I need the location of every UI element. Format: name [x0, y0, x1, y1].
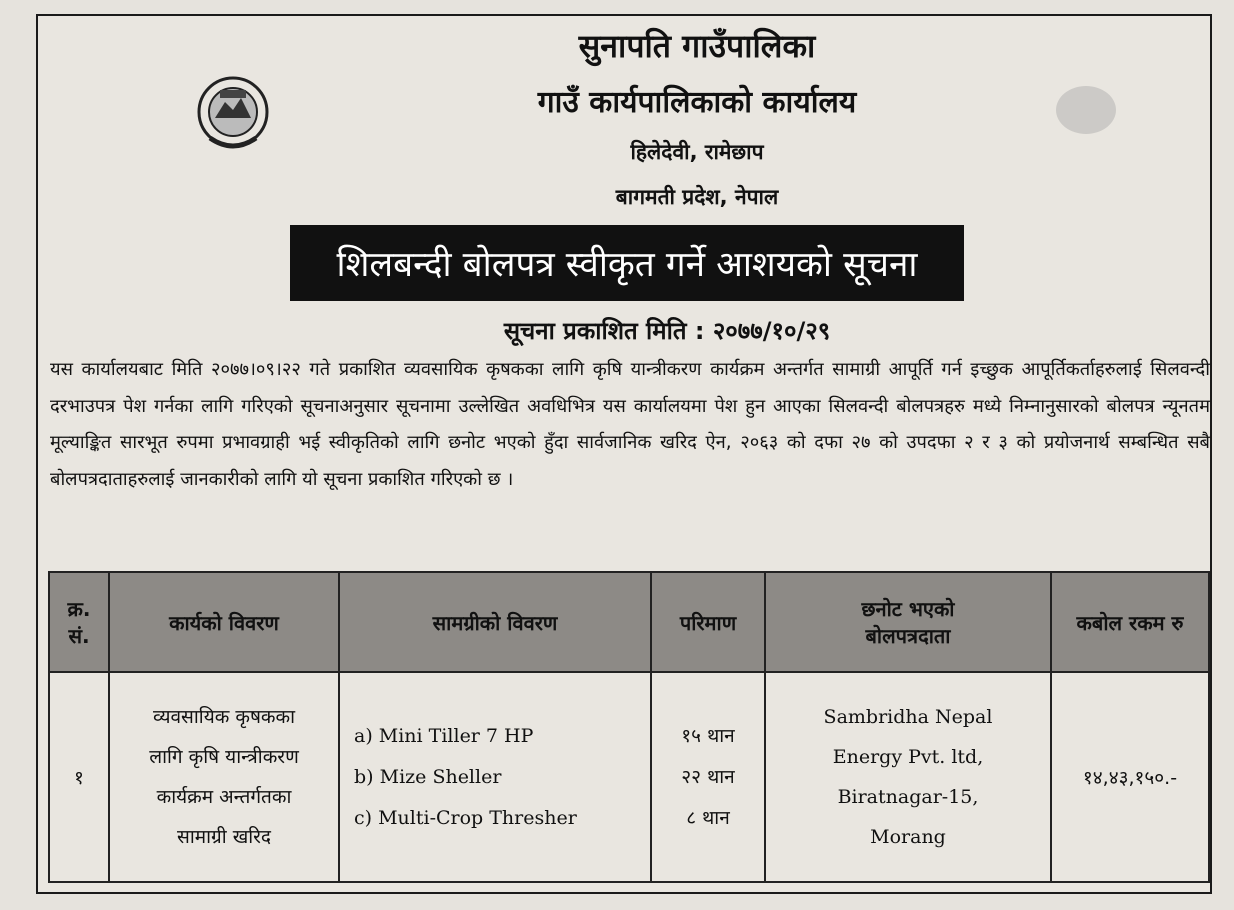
header-sn [49, 572, 109, 672]
work-line: सामाग्री खरिद [176, 826, 272, 848]
bid-table [48, 571, 1210, 883]
row-qty [651, 672, 765, 882]
office-name: गाउँ कार्यपालिकाको कार्यालय [537, 85, 857, 120]
header-amount: कबोल रकम रु [1051, 572, 1209, 672]
qty-value: ८ थान [686, 806, 730, 829]
header-sn-line2: सं. [68, 624, 90, 648]
row-bidder [765, 672, 1051, 882]
item-thresher: c) Multi-Crop Thresher [354, 806, 577, 829]
qty-value: १५ थान [681, 724, 735, 747]
office-location: हिलेदेवी, रामेछाप [630, 140, 764, 164]
work-line: व्यवसायिक कृषकका [152, 706, 296, 728]
bidder-line: Biratnagar-15, [837, 786, 979, 808]
item-mize-sheller: b) Mize Sheller [354, 765, 502, 788]
municipality-name: सुनापति गाउँपालिका [578, 27, 816, 65]
header-sn-line1: क्र. [67, 597, 91, 621]
header-bidder-line2: बोलपत्रदाता [865, 624, 951, 648]
header-bidder [765, 572, 1051, 672]
header-work: कार्यको विवरण [109, 572, 339, 672]
province-name: बागमती प्रदेश, नेपाल [615, 185, 779, 209]
table-row [49, 672, 1209, 882]
row-sn: १ [49, 672, 109, 882]
bidder-line: Morang [870, 826, 946, 848]
notice-title: शिलबन्दी बोलपत्र स्वीकृत गर्ने आशयको सूचना [290, 225, 964, 301]
header-items: सामग्रीको विवरण [339, 572, 651, 672]
header-qty: परिमाण [651, 572, 765, 672]
row-amount: १४,४३,१५०.- [1051, 672, 1209, 882]
bidder-line: Sambridha Nepal [823, 706, 993, 728]
work-line: कार्यक्रम अन्तर्गतका [156, 786, 292, 808]
published-date: सूचना प्रकाशित मिति : २०७७/१०/२९ [503, 317, 831, 345]
header-bidder-line1: छनोट भएको [861, 597, 955, 621]
row-work [109, 672, 339, 882]
qty-value: २२ थान [681, 765, 735, 788]
item-mini-tiller: a) Mini Tiller 7 HP [354, 724, 534, 747]
work-line: लागि कृषि यान्त्रीकरण [149, 746, 299, 768]
notice-body: यस कार्यालयबाट मिति २०७७।०९।२२ गते प्रकाशित व्यवसायिक कृषकका लागि कृषि यान्त्रीकरण कार्यक्रम अन्तर्गत सामाग्री आपूर्ति गर्न इच्छुक आपूर्तिकर्ताहरुलाई सिलवन्दी दरभाउपत्र पेश गर्नका लागि गरिएको सूचनाअनुसार सूचनामा उल्लेखित अवधिभित्र यस कार्यालयमा पेश हुन आएका सिलवन्दी बोलपत्रहरु मध्ये निम्नानुसारको बोलपत्र न्यूनतम मूल्याङ्कित सारभूत रुपमा प्रभावग्राही भई स्वीकृतिको लागि छनोट भएको हुँदा सार्वजानिक खरिद ऐन, २०६३ को दफा २७ को उपदफा २ र ३ को प्रयोजनार्थ सम्बन्धित सबै बोलपत्रदाताहरुलाई जानकारीको लागि यो सूचना प्रकाशित गरिएको छ । [50, 359, 1210, 490]
bidder-line: Energy Pvt. ltd, [832, 746, 984, 768]
row-items [339, 672, 651, 882]
table-header-row [49, 572, 1209, 672]
